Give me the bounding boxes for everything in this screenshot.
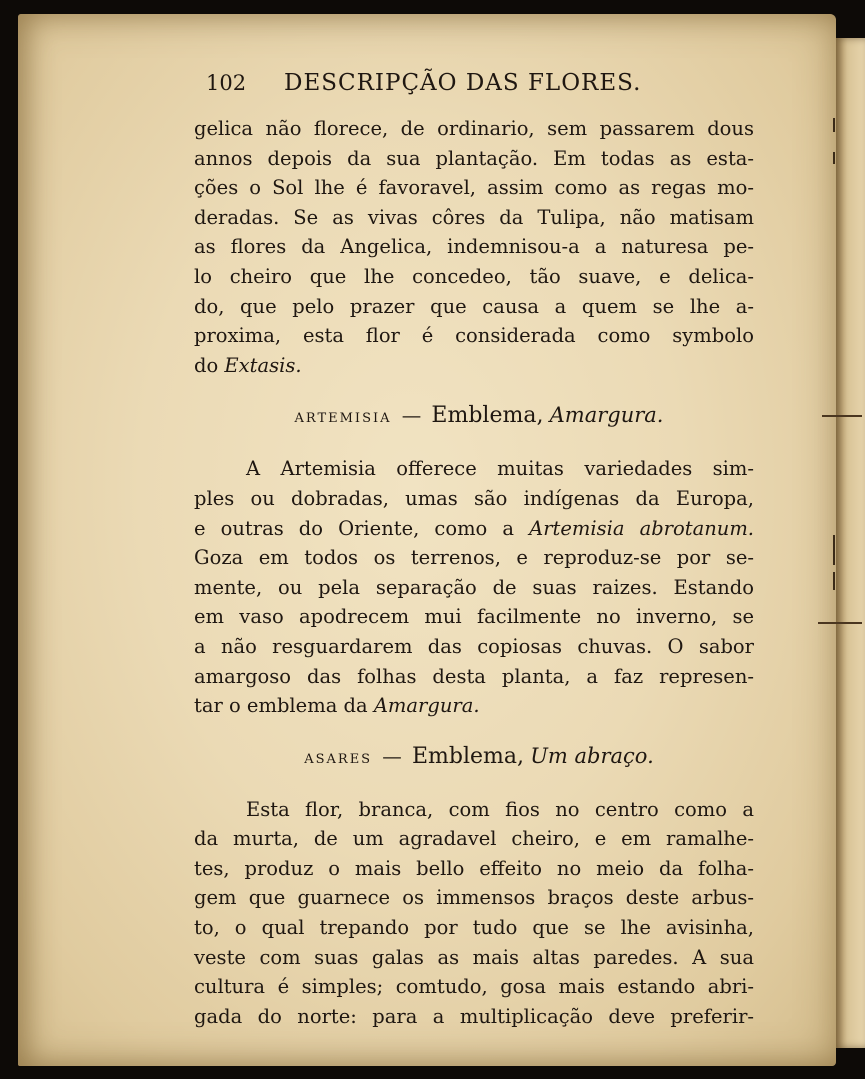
- text-line: A Artemisia offerece muitas variedades sim-: [246, 457, 754, 481]
- next-page-edge: [836, 38, 865, 1048]
- text-line: a não resguardarem das copiosas chuvas. O sabor: [194, 634, 754, 658]
- running-title: DESCRIPÇÃO DAS FLORES.: [284, 70, 642, 96]
- text-line: lo cheiro que lhe concedeo, tão suave, e delica-: [194, 264, 754, 288]
- entry-heading-asares: [194, 721, 754, 791]
- text-line: gelica não florece, de ordinario, sem passarem dous: [194, 117, 754, 140]
- text-line: [194, 514, 754, 544]
- page-number: 102: [206, 71, 247, 95]
- text-line: gem que guarnece os immensos braços deste arbus-: [194, 886, 754, 910]
- text-line: cultura é simples; comtudo, gosa mais estando abri-: [194, 975, 754, 999]
- text-line: tes, produz o mais bello effeito no meio da folha-: [194, 856, 754, 880]
- heading-dash: —: [401, 404, 422, 428]
- edge-ink-mark: [833, 118, 835, 132]
- paragraph-asares: [194, 795, 754, 1032]
- text-line: annos depois da sua plantação. Em todas as esta-: [194, 146, 754, 170]
- paragraph-artemisia: [194, 454, 754, 720]
- emphasis-text: Amargura.: [373, 694, 480, 718]
- text-line: ções o Sol lhe é favoravel, assim como as regas mo-: [194, 176, 754, 200]
- text-line: Goza em todos os terrenos, e reproduz-se por se-: [194, 546, 754, 570]
- text-line: gada do norte: para a multiplicação deve preferir-: [194, 1004, 754, 1028]
- emblem-label: Emblema,: [431, 403, 544, 429]
- text-line: to, o qual trepando por tudo que se lhe avisinha,: [194, 916, 754, 940]
- entry-heading-artemisia: [194, 380, 754, 450]
- plant-name: ASARES: [304, 751, 373, 767]
- text-fragment: tar o emblema da: [194, 694, 374, 718]
- text-line: deradas. Se as vivas côres da Tulipa, não matisam: [194, 205, 754, 229]
- text-fragment: e outras do Oriente, como a: [194, 516, 530, 540]
- text-line: da murta, de um agradavel cheiro, e em ramalhe-: [194, 827, 754, 851]
- emphasis-text: Extasis.: [224, 353, 302, 377]
- text-fragment: do: [194, 353, 225, 377]
- text-line: mente, ou pela separação de suas raizes. Estando: [194, 575, 754, 599]
- emblem-meaning: Um abraço.: [530, 743, 654, 768]
- emphasis-text: Artemisia abrotanum.: [529, 516, 755, 540]
- text-line: as flores da Angelica, indemnisou-a a naturesa pe-: [194, 235, 754, 259]
- running-header: [206, 70, 754, 114]
- text-line: [194, 351, 754, 381]
- text-line: [194, 691, 754, 721]
- text-line: veste com suas galas as mais altas paredes. A sua: [194, 945, 754, 969]
- text-line: Esta flor, branca, com fios no centro como a: [246, 797, 754, 821]
- text-line: ples ou dobradas, umas são indígenas da Europa,: [194, 486, 754, 510]
- edge-ink-mark: [833, 572, 835, 590]
- text-line: do, que pelo prazer que causa a quem se lhe a-: [194, 294, 754, 318]
- text-line: proxima, esta flor é considerada como symbolo: [194, 324, 754, 348]
- emblem-meaning: Amargura.: [549, 403, 664, 428]
- paragraph-angelica-continued: [194, 114, 754, 380]
- edge-ink-mark: [833, 535, 835, 565]
- edge-ink-mark: [833, 152, 835, 164]
- heading-dash: —: [382, 744, 402, 768]
- page-text-block: [194, 70, 754, 1031]
- emblem-label: Emblema,: [412, 743, 525, 769]
- edge-ink-tick: [818, 622, 862, 624]
- text-line: em vaso apodrecem mui facilmente no inverno, se: [194, 605, 754, 629]
- text-line: amargoso das folhas desta planta, a faz represen-: [194, 664, 754, 688]
- plant-name: ARTEMISIA: [294, 411, 392, 427]
- edge-ink-tick: [822, 415, 862, 417]
